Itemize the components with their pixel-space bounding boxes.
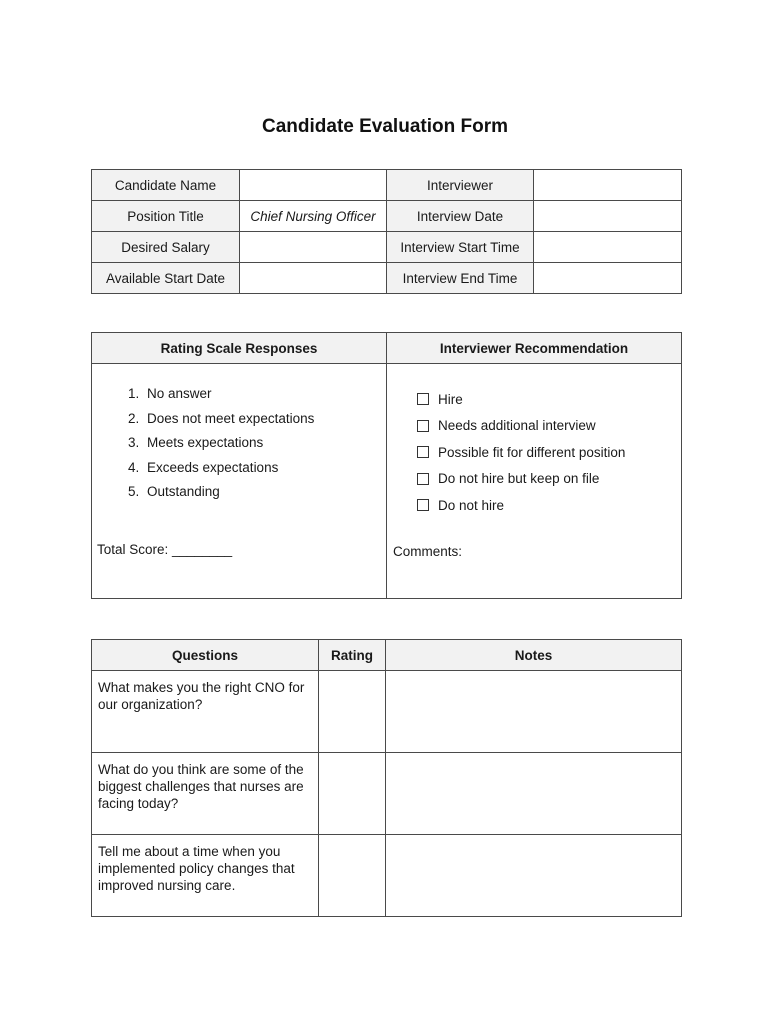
available-start-field[interactable] <box>240 263 387 294</box>
desired-salary-field[interactable] <box>240 232 387 263</box>
question-text: What do you think are some of the biggest challenges that nurses are facing today? <box>92 753 319 835</box>
checkbox-icon[interactable] <box>417 420 429 432</box>
option-label: Hire <box>438 391 463 407</box>
question-text: What makes you the right CNO for our organization? <box>92 671 319 753</box>
position-title-field[interactable]: Chief Nursing Officer <box>240 201 387 232</box>
rating-cell[interactable] <box>319 753 386 835</box>
page-title: Candidate Evaluation Form <box>262 116 508 137</box>
interview-start-label: Interview Start Time <box>387 232 534 263</box>
total-score-field[interactable]: Total Score: ________ <box>97 542 233 557</box>
recommendation-options <box>417 386 681 519</box>
option-needs-interview[interactable] <box>417 413 681 440</box>
option-keep-on-file[interactable] <box>417 466 681 493</box>
interview-date-label: Interview Date <box>387 201 534 232</box>
rating-scale-list <box>92 386 386 509</box>
checkbox-icon[interactable] <box>417 446 429 458</box>
notes-cell[interactable] <box>386 753 682 835</box>
option-label: Possible fit for different position <box>438 444 626 460</box>
interview-date-field[interactable] <box>534 201 682 232</box>
rating-cell[interactable] <box>319 671 386 753</box>
position-title-label: Position Title <box>92 201 240 232</box>
rating-item: 5. Outstanding <box>143 484 386 509</box>
desired-salary-label: Desired Salary <box>92 232 240 263</box>
candidate-name-field[interactable] <box>240 170 387 201</box>
option-do-not-hire[interactable] <box>417 492 681 519</box>
questions-table <box>91 639 682 917</box>
recommendation-cell <box>387 364 682 599</box>
interview-end-field[interactable] <box>534 263 682 294</box>
checkbox-icon[interactable] <box>417 393 429 405</box>
available-start-label: Available Start Date <box>92 263 240 294</box>
rating-recommendation-table <box>91 332 682 599</box>
interview-start-field[interactable] <box>534 232 682 263</box>
table-row <box>92 835 682 917</box>
rating-header: Rating <box>319 640 386 671</box>
table-row <box>92 671 682 753</box>
notes-header: Notes <box>386 640 682 671</box>
rating-item: 4. Exceeds expectations <box>143 460 386 485</box>
checkbox-icon[interactable] <box>417 473 429 485</box>
interviewer-field[interactable] <box>534 170 682 201</box>
option-hire[interactable] <box>417 386 681 413</box>
candidate-name-label: Candidate Name <box>92 170 240 201</box>
table-row <box>92 753 682 835</box>
interview-end-label: Interview End Time <box>387 263 534 294</box>
questions-header: Questions <box>92 640 319 671</box>
rating-item: 1. No answer <box>143 386 386 411</box>
interviewer-label: Interviewer <box>387 170 534 201</box>
candidate-info-table <box>91 169 682 294</box>
rating-item: 2. Does not meet expectations <box>143 411 386 436</box>
checkbox-icon[interactable] <box>417 499 429 511</box>
rating-scale-cell <box>92 364 387 599</box>
option-label: Do not hire <box>438 497 505 513</box>
notes-cell[interactable] <box>386 835 682 917</box>
recommendation-header: Interviewer Recommendation <box>387 333 682 364</box>
question-text: Tell me about a time when you implemented policy changes that improved nursing care. <box>92 835 319 917</box>
option-label: Needs additional interview <box>438 418 596 434</box>
rating-scale-header: Rating Scale Responses <box>92 333 387 364</box>
option-label: Do not hire but keep on file <box>438 471 600 487</box>
notes-cell[interactable] <box>386 671 682 753</box>
rating-cell[interactable] <box>319 835 386 917</box>
option-possible-fit[interactable] <box>417 439 681 466</box>
comments-label: Comments: <box>393 544 463 559</box>
rating-item: 3. Meets expectations <box>143 435 386 460</box>
